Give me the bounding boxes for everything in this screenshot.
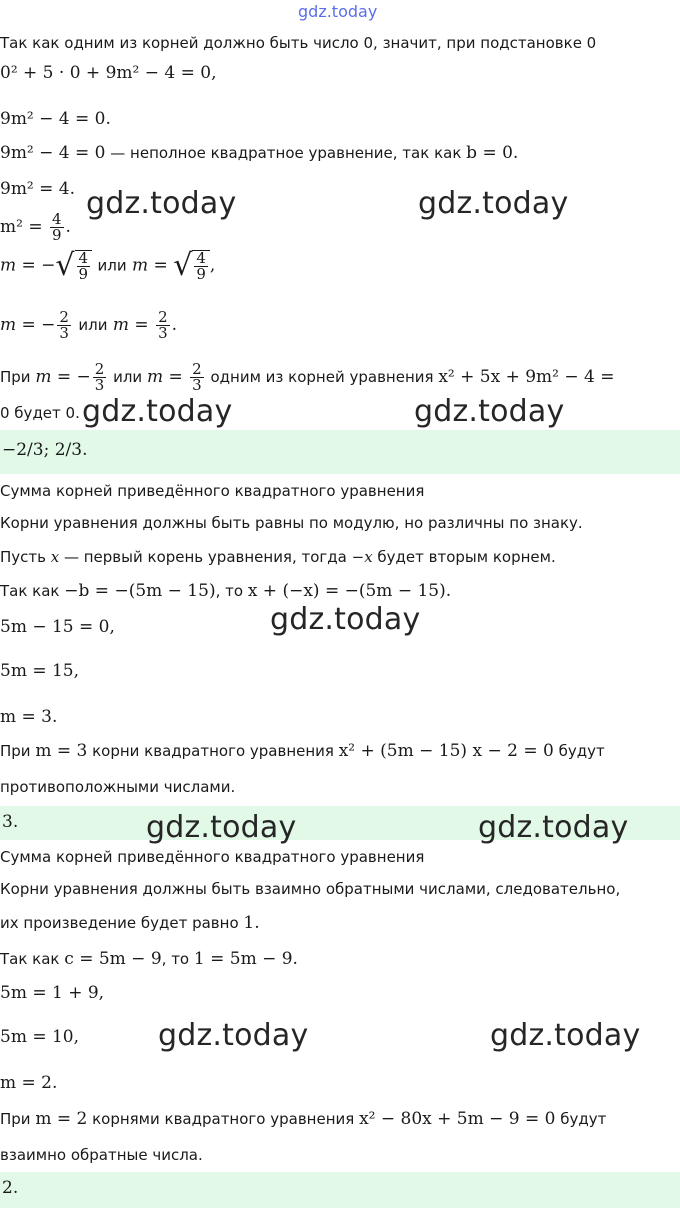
watermark: gdz.today <box>418 186 569 221</box>
fraction: $\frac{4}{9}$ <box>52 210 62 244</box>
text-line: их произведение будет равно 1. <box>0 913 260 933</box>
math-line: 0² + 5 · 0 + 9m² − 4 = 0, <box>0 63 217 83</box>
text-line: Корни уравнения должны быть равны по модулю, но различны по знаку. <box>0 514 583 532</box>
math-inline: 9m² − 4 = 0 <box>0 143 106 163</box>
text-line: 0 будет 0. <box>0 404 80 422</box>
text-line: При m = 3 корни квадратного уравнения x² + (5m − 15) x − 2 = 0 будут <box>0 741 605 761</box>
text-line: противоположными числами. <box>0 778 236 796</box>
math-line: 9m² = 4. <box>0 179 76 199</box>
text-line: При m = 2 корнями квадратного уравнения x² − 80x + 5m − 9 = 0 будут <box>0 1109 607 1129</box>
watermark: gdz.today <box>490 1018 641 1053</box>
text-line: Корни уравнения должны быть взаимно обратными числами, следовательно, <box>0 880 621 898</box>
watermark: gdz.today <box>158 1018 309 1053</box>
answer-text: 2. <box>2 1178 19 1198</box>
text-line: Так как c = 5m − 9, то 1 = 5m − 9. <box>0 949 298 969</box>
watermark-top: gdz.today <box>298 2 378 21</box>
text-line: При m = − $\frac{2}{3}$ или m = $\frac{2}{3}$ одним из корней уравнения x² + 5x + 9m² − 4 = <box>0 360 615 394</box>
watermark: gdz.today <box>86 186 237 221</box>
section-title: Сумма корней приведённого квадратного уравнения <box>0 848 425 866</box>
math-line: m = −√ $\frac{4}{9}$ или m = √ $\frac{4}{9}$ , <box>0 248 216 283</box>
text-line: взаимно обратные числа. <box>0 1146 203 1164</box>
text-line: 9m² − 4 = 0 — неполное квадратное уравнение, так как b = 0. <box>0 143 519 163</box>
sqrt: √ $\frac{4}{9}$ <box>173 250 210 282</box>
text-line: Пусть x — первый корень уравнения, тогда −x будет вторым корнем. <box>0 548 556 566</box>
math-line: 5m − 15 = 0, <box>0 617 115 637</box>
math-line: 5m = 1 + 9, <box>0 983 105 1003</box>
math-line: m = 2. <box>0 1073 58 1093</box>
math-line: 9m² − 4 = 0. <box>0 109 111 129</box>
math-line: m = 3. <box>0 707 58 727</box>
section-title: Сумма корней приведённого квадратного уравнения <box>0 482 425 500</box>
math-line: 5m = 15, <box>0 661 80 681</box>
math-line: 5m = 10, <box>0 1027 80 1047</box>
text-line: Так как −b = −(5m − 15), то x + (−x) = −(5m − 15). <box>0 581 452 601</box>
watermark: gdz.today <box>478 810 629 845</box>
watermark: gdz.today <box>82 394 233 429</box>
watermark: gdz.today <box>270 602 421 637</box>
math-inline: b = 0. <box>466 143 519 163</box>
answer-box <box>0 1172 680 1208</box>
answer-text: 3. <box>2 812 19 832</box>
math-line: m² = $\frac{4}{9}$ . <box>0 210 71 244</box>
text-line: Так как одним из корней должно быть число 0, значит, при подстановке 0 <box>0 34 597 52</box>
answer-box <box>0 430 680 474</box>
watermark: gdz.today <box>146 810 297 845</box>
sqrt: √ $\frac{4}{9}$ <box>55 250 92 282</box>
math-line: m = − $\frac{2}{3}$ или m = $\frac{2}{3}$ . <box>0 308 178 342</box>
answer-text: −2/3; 2/3. <box>2 440 88 460</box>
watermark: gdz.today <box>414 394 565 429</box>
